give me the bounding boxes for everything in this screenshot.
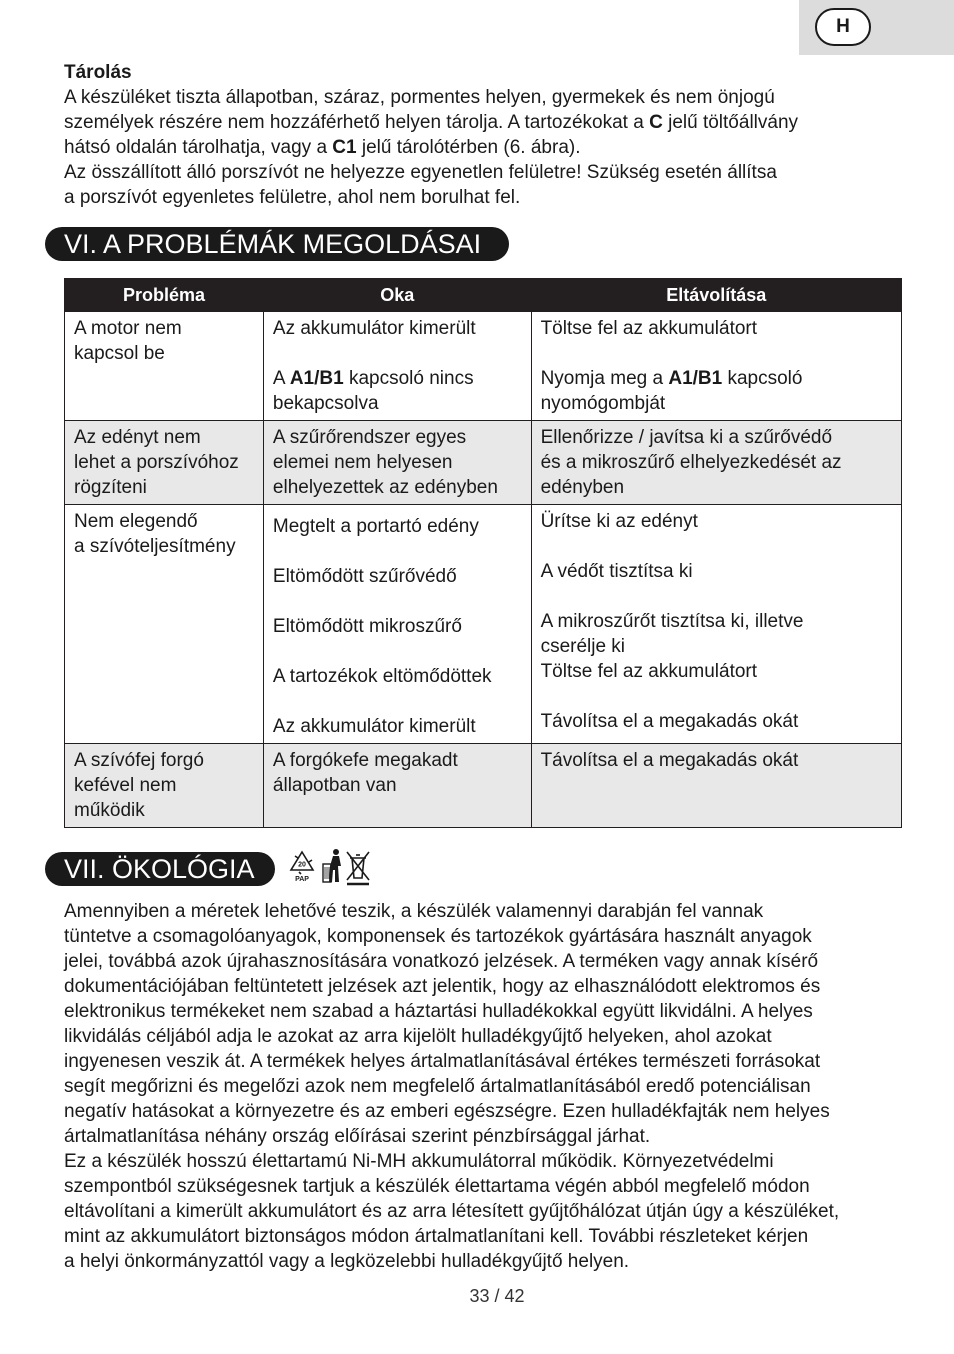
storage-text-line: A készüléket tiszta állapotban, száraz, pormentes helyen, gyermekek és nem önjogú — [64, 87, 775, 108]
storage-section — [64, 60, 904, 210]
cause-cell: A szűrőrendszer egyes elemei nem helyesen elhelyezettek az edényben — [263, 421, 531, 505]
table-header-row — [65, 279, 902, 312]
solution-cell: Távolítsa el a megakadás okát — [531, 744, 901, 828]
section-heading-troubleshooting: VI. A PROBLÉMÁK MEGOLDÁSAI — [45, 227, 509, 261]
solution-cell: Ürítse ki az edényt A védőt tisztítsa ki A mikroszűrőt tisztítsa ki, illetve cserélje ki Töltse fel az akkumulátort Távolítsa el a megakadás okát — [531, 505, 901, 744]
storage-text-line: a porszívót egyenletes felületre, ahol nem borulhat fel. — [64, 187, 521, 208]
litter-bin-person-icon — [323, 849, 341, 882]
column-header-problem: Probléma — [65, 279, 264, 312]
problem-cell: A motor nem kapcsol be — [65, 312, 264, 421]
ecology-icons — [287, 848, 382, 888]
problem-cell: A szívófej forgó kefével nem működik — [65, 744, 264, 828]
column-header-solution: Eltávolítása — [531, 279, 901, 312]
storage-text-line: személyek részére nem hozzáférhető helyen tárolja. A tartozékokat a C jelű töltőállvány — [64, 112, 799, 133]
table-row — [65, 312, 902, 421]
page-number: 33 / 42 — [469, 1286, 525, 1306]
storage-heading: Tárolás — [64, 62, 132, 83]
solution-cell: Töltse fel az akkumulátort Nyomja meg a A1/B1 kapcsoló nyomógombját — [531, 312, 901, 421]
problem-cell: Nem elegendő a szívóteljesítmény — [65, 505, 264, 744]
cause-cell: Az akkumulátor kimerült A A1/B1 kapcsoló nincs bekapcsolva — [263, 312, 531, 421]
table-row — [65, 744, 902, 828]
language-tab — [799, 0, 954, 55]
solution-cell: Ellenőrizze / javítsa ki a szűrővédő és a mikroszűrő elhelyezkedését az edényben — [531, 421, 901, 505]
section-heading-ecology: VII. ÖKOLÓGIA — [45, 852, 275, 886]
storage-text-line: hátsó oldalán tárolhatja, vagy a C1 jelű tárolótérben (6. ábra). — [64, 137, 581, 158]
crossed-out-bin-icon — [347, 852, 369, 884]
recycle-icon-group — [287, 848, 382, 888]
recycle-number: 20 — [298, 861, 306, 869]
language-badge: H — [815, 8, 871, 46]
ecology-text: Amennyiben a méretek lehetővé teszik, a készülék valamennyi darabján fel vannak tüntetve a csomagolóanyagok, komponensek és tartozékok gyártására használt anyagok jelei, továbbá azok újrahasznosítására vonatkozó jelzések. A terméken vagy annak kísérő dokumentációjában feltüntetett jelzések azt jelentik, hogy az elhasználódott elektromos és elektronikus termékeket nem szabad a háztartási hulladékokkal együtt likvidálni. A helyes likvidálás céljából adja le azokat az arra kijelölt hulladékgyűjtő helyeken, ahol azokat ingyenesen veszik át. A termékek helyes ártalmatlanításával értékes természeti forrásokat segít megőrizni és megelőzi azok nem megfelelő ártalmatlanításából eredő potenciálisan negatív hatásokat a környezetre és az emberi egészségre. Ezen hulladékfajták nem helyes ártalmatlanítása néhány ország előírásai szerint pénzbírsággal járhat. Ez a készülék hosszú élettartamú Ni-MH akkumulátorral működik. Környezetvédelmi szempontból szükségesnek tartjuk a készülék élettartama végén abból megfelelő módon eltávolítani a kimerült akkumulátort és az arra létesített gyűjtőhálózat útján úgy a készüléket, mint az akkumulátort biztonságos módon ártalmatlanítani kell. További részleteket kérjen a helyi önkormányzattól vagy a legközelebbi hulladékgyűjtő helyen. — [64, 901, 840, 1272]
table-row — [65, 421, 902, 505]
storage-text-line: Az összállított álló porszívót ne helyezze egyenetlen felületre! Szükség esetén állítsa — [64, 162, 777, 183]
recycle-label: PAP — [295, 876, 309, 883]
cause-cell: Megtelt a portartó edény Eltömődött szűrővédő Eltömődött mikroszűrő A tartozékok eltömődöttek Az akkumulátor kimerült — [263, 505, 531, 744]
problem-cell: Az edényt nem lehet a porszívóhoz rögzíteni — [65, 421, 264, 505]
table-row — [65, 505, 902, 744]
cause-cell: A forgókefe megakadt állapotban van — [263, 744, 531, 828]
column-header-cause: Oka — [263, 279, 531, 312]
troubleshooting-table — [64, 278, 902, 828]
